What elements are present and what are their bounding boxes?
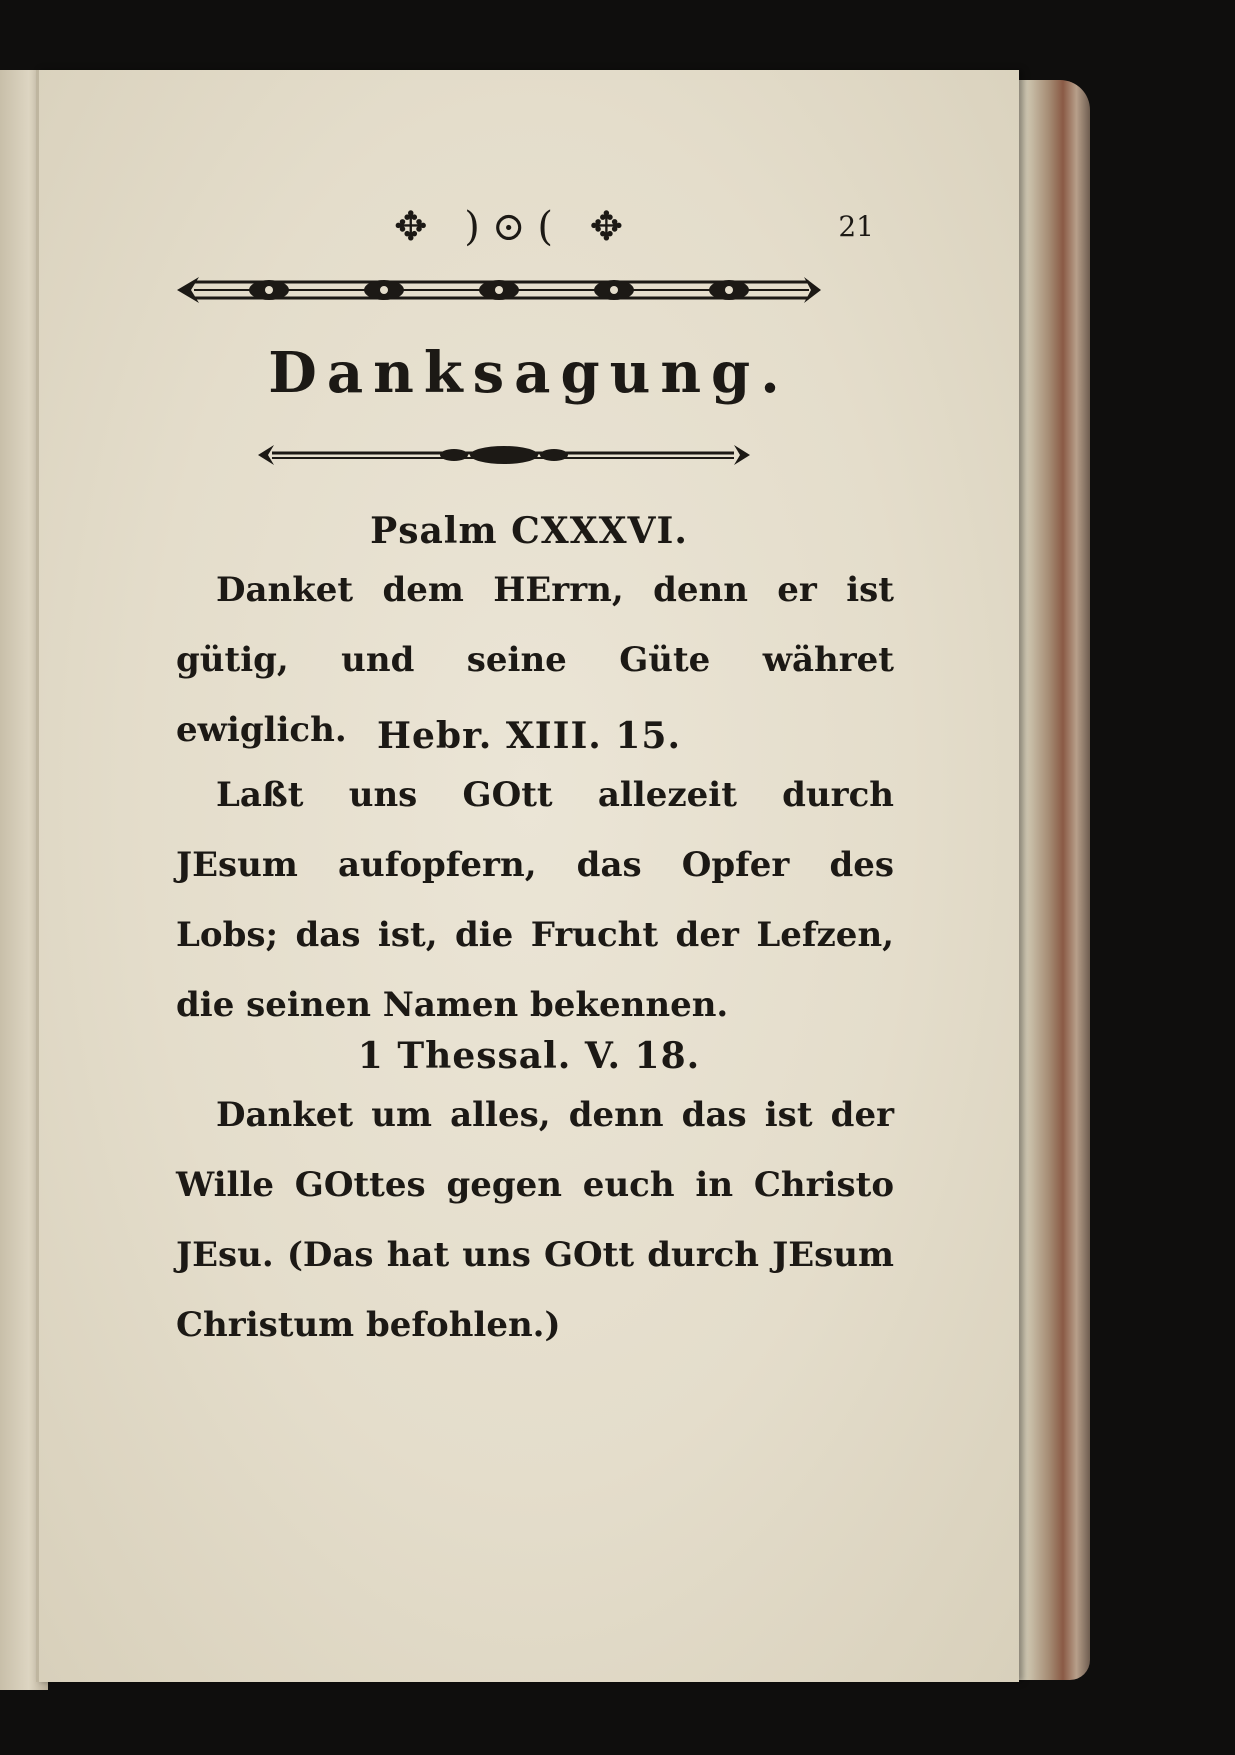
reference-thessalonians: 1 Thessal. V. 18.	[357, 1035, 701, 1077]
page-title: Danksagung.	[268, 340, 790, 406]
verse-hebrews: Laßt uns GOtt allezeit durch JEsum aufopfern, das Opfer des Lobs; das ist, die Frucht der Lefzen, die seinen Namen bekennen.	[176, 775, 894, 1025]
running-header	[184, 198, 884, 258]
verse-thessalonians: Danket um alles, denn das ist der Wille GOttes gegen euch in Christo JEsu. (Das hat uns GOtt durch JEsum Christum befohlen.)	[176, 1095, 894, 1345]
ornamental-rule-middle	[254, 435, 754, 475]
verse-psalm: Danket dem HErrn, denn er ist gütig, und seine Güte währet ewiglich.	[176, 570, 894, 750]
reference-hebrews: Hebr. XIII. 15.	[377, 715, 681, 757]
page-number: 21	[838, 210, 874, 243]
ornamental-rule-top	[169, 265, 829, 315]
header-ornament: ✥ )⊙( ✥	[394, 204, 636, 250]
book-page	[36, 70, 1019, 1682]
reference-psalm: Psalm CXXXVI.	[370, 510, 688, 552]
